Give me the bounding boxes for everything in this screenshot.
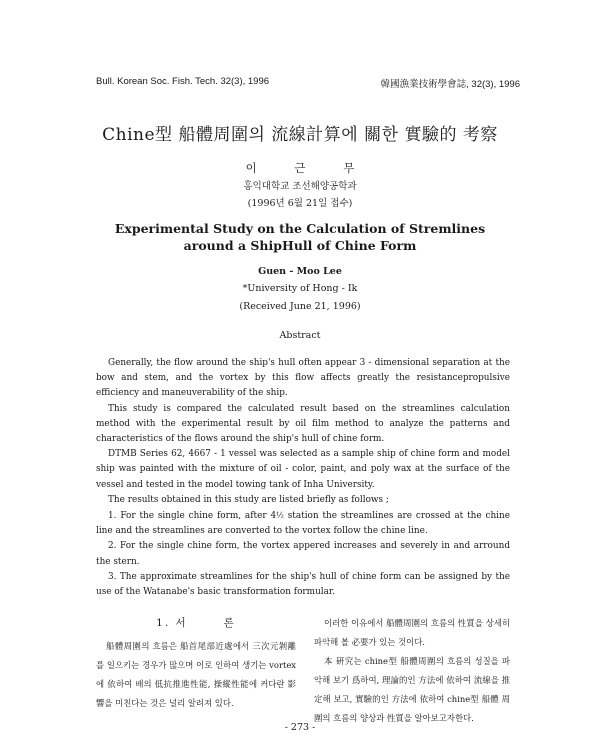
fraction-half: ½ <box>276 511 284 521</box>
section-number: 1. 서 <box>156 617 188 629</box>
abstract-heading: Abstract <box>279 330 321 341</box>
received-date-english: (Received June 21, 1996) <box>239 301 361 312</box>
journal-citation-korean: 韓國漁業技術學會誌, 32(3), 1996 <box>380 79 520 90</box>
author-english: Guen - Moo Lee <box>258 266 342 277</box>
affiliation-english: *University of Hong - Ik <box>242 283 358 294</box>
paper-title-english-line1: Experimental Study on the Calculation of Stremlines <box>114 221 486 236</box>
result-1-start: 1. For the single chine form, after 4 <box>108 511 277 522</box>
affiliation-korean: 홍익대학교 조선해양공학과 <box>243 181 357 192</box>
paper-title-english <box>0 220 600 254</box>
body-column-left <box>96 614 296 713</box>
paper-title-korean: Chine型 船體周圍의 流線計算에 關한 實驗的 考察 <box>102 125 498 145</box>
abstract-paragraph <box>96 508 510 539</box>
abstract-paragraph: 3. The approximate streamlines for the ship's hull of chine form can be assigned by the use of the Watanabe's basic transformation formular. <box>96 571 510 598</box>
body-column-right <box>314 614 510 728</box>
body-paragraph: 이러한 이유에서 船體周圍의 흐름의 性質을 상세히 파악해 볼 必要가 있는 것이다. <box>314 618 510 647</box>
section-heading-introduction <box>96 614 296 633</box>
received-date-korean: (1996년 6월 21일 접수) <box>247 198 353 209</box>
body-paragraph: 本 硏究는 chine型 船體周圍의 흐름의 성질을 파악해 보기 爲하여, 理論的인 方法에 依하여 流線을 推定해 보고, 實驗的인 方法에 依하여 chine型 船體 周圍의 흐름의 양상과 性質을 알아보고자한다. <box>314 656 510 723</box>
abstract-paragraph: The results obtained in this study are listed briefly as follows ; <box>108 494 389 505</box>
abstract-paragraph: Generally, the flow around the ship's hull often appear 3 - dimensional separation at the bow and stem, and the vortex by this flow affects greatly the resistancepropulsive efficiency and maneuverability of the ship. <box>96 358 510 399</box>
body-paragraph: 船體周圍의 흐름은 船首尾部近處에서 三次元剝離를 일으키는 경우가 많으며 이로 인하여 생기는 vortex에 依하여 배의 低抗推進性能, 操縱性能에 커다란 影響을 미친다는 것은 널리 알려져 있다. <box>96 641 296 708</box>
result-1-end: station the streamlines are crossed at the chine line and the streamlines are converted to the vortex follow the chine line. <box>96 511 510 537</box>
abstract-body <box>96 356 510 600</box>
abstract-paragraph: DTMB Series 62, 4667 - 1 vessel was selected as a sample ship of chine form and model ship was painted with the mixture of oil - color, paint, and poly wax at the surface of the vessel and tested in the model towing tank of Inha University. <box>96 449 510 490</box>
author-korean: 이 근 무 <box>245 161 355 175</box>
section-title: 론 <box>223 617 236 629</box>
paper-title-english-line2: around a ShipHull of Chine Form <box>183 238 417 253</box>
abstract-paragraph: This study is compared the calculated result based on the streamlines calculation method with the experimental result by oil film method to analyze the patterns and characteristics of the flows around the ship's hull of chine form. <box>96 403 510 445</box>
abstract-paragraph: 2. For the single chine form, the vortex appered increases and severely in and arround the stern. <box>96 541 510 567</box>
page-number: - 273 - <box>284 722 316 733</box>
journal-citation: Bull. Korean Soc. Fish. Tech. 32(3), 1996 <box>96 76 270 87</box>
